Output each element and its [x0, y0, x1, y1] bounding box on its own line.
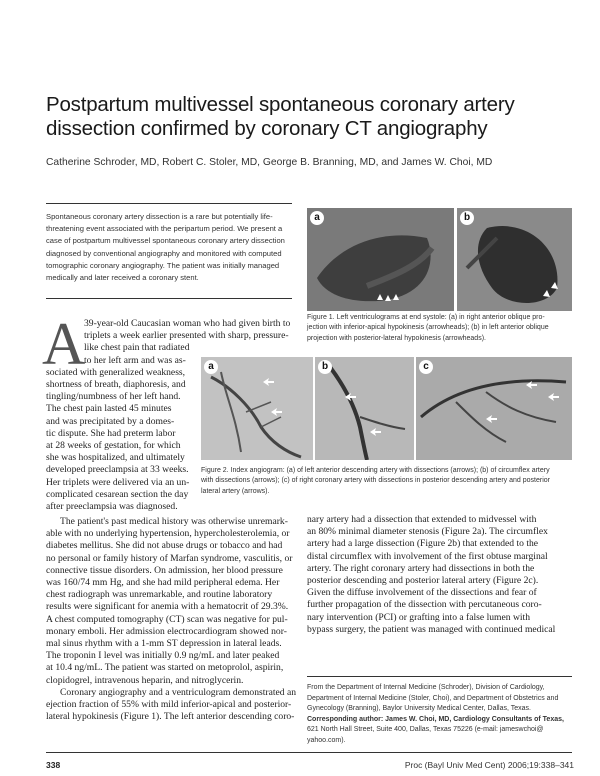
body-line: nary artery had a dissection that extended to midvessel with — [307, 514, 537, 525]
body-line: no personal or family history of Marfan syndrome, vasculitis, or — [46, 552, 293, 564]
body-line: mal sinus rhythm with a 1-mm ST depression in lateral leads. — [46, 638, 282, 650]
footnote-line: 621 North Hall Street, Suite 400, Dallas, Texas 75226 (e-mail: jameswchoi@ — [307, 726, 544, 733]
footnote-line: Gynecology (Branning), Baylor University Medical Center, Dallas, Texas. — [307, 705, 531, 712]
body-line: The chest pain lasted 45 minutes — [46, 403, 172, 415]
figure1-caption — [307, 313, 577, 344]
body-line: chest radiograph was unremarkable, and routine laboratory — [46, 589, 273, 601]
caption-line: lateral artery (arrows). — [201, 487, 270, 495]
body-line: diabetes mellitus. She did not abuse drugs or tobacco and had — [46, 540, 283, 552]
body-line: tingling/numbness of her left hand. — [46, 391, 181, 403]
angiogram-rca-image — [416, 357, 572, 460]
abstract-line: threatening event associated with the peripartum period. We present a — [46, 224, 283, 234]
body-line: The troponin I level was initially 0.9 ng/mL and later peaked — [46, 650, 280, 662]
figure2-label-c: c — [419, 360, 433, 374]
body-line: artery. The right coronary artery had dissections in both the — [307, 562, 535, 574]
body-line: and was precipitated by a domes- — [46, 415, 175, 427]
body-line: an 80% minimal diameter stenosis (Figure 2a). The circumflex — [307, 526, 548, 538]
figure2-panel-c — [416, 357, 572, 460]
body-line: Given the diffuse involvement of the dissections and fear of — [307, 587, 537, 599]
abstract-top-rule — [46, 203, 292, 204]
page-number: 338 — [46, 760, 61, 770]
body-line: bypass surgery, the patient was managed with continued medical — [307, 623, 556, 635]
body-line: sociated with generalized weakness, — [46, 366, 186, 378]
footnote — [307, 683, 572, 746]
caption-line: Figure 2. Index angiogram: (a) of left anterior descending artery with dissections (arrows); (b) of circumflex artery — [201, 467, 550, 474]
body-line: distal circumflex with involvement of the first obtuse marginal — [307, 550, 548, 562]
body-line: she was hospitalized, and ultimately — [46, 452, 185, 464]
abstract-line: medically and later received a coronary stent. — [46, 273, 199, 283]
body-line: to her left arm and was as- — [84, 354, 186, 366]
ventriculogram-rao-image — [307, 208, 454, 311]
body-line: Coronary angiography and a ventriculogram demonstrated an — [60, 686, 297, 698]
right-column-text — [307, 514, 575, 636]
caption-line: with dissections (arrows); (c) of right coronary artery with dissections in posterior descending artery and posterior — [201, 477, 550, 485]
body-line: A chest computed tomography (CT) scan was negative for pul- — [46, 613, 288, 625]
figure1-panel-b — [457, 208, 572, 311]
figure2-label-b: b — [318, 360, 332, 374]
figure2-label-a: a — [204, 360, 218, 374]
abstract-line: Spontaneous coronary artery dissection is a rare but potentially life- — [46, 212, 273, 221]
abstract-line: tomographic coronary angiography. The patient was initially managed — [46, 260, 280, 270]
body-line: posterior descending and posterior lateral artery (Figure 2c). — [307, 575, 539, 587]
body-line: like chest pain that radiated — [84, 342, 190, 354]
abstract-bottom-rule — [46, 298, 292, 299]
angiogram-circumflex-image — [315, 357, 414, 460]
body-line: connective tissue disorders. On admission, her blood pressure — [46, 564, 283, 576]
caption-line: projection with posterior-lateral hypokinesis (arrowheads). — [307, 334, 486, 342]
footer-rule — [46, 752, 572, 753]
body-line: able with no underlying hypertension, hypercholesterolemia, or — [46, 528, 290, 540]
title-line-1: Postpartum multivessel spontaneous coronary artery — [46, 93, 515, 116]
body-line: shortness of breath, diaphoresis, and — [46, 379, 186, 391]
body-line: after preeclampsia was diagnosed. — [46, 501, 178, 513]
body-line: monary emboli. Her admission electrocardiogram showed nor- — [46, 625, 287, 637]
abstract-line: case of postpartum multivessel spontaneous coronary artery dissection — [46, 236, 285, 246]
footnote-line: Department of Internal Medicine (Stoler, Choi), and Department of Obstetrics and — [307, 694, 559, 702]
body-line: Her triplets were delivered via an un- — [46, 476, 190, 488]
body-line: ejection fraction of 55% with mild inferior-apical and posterior- — [46, 699, 292, 711]
footnote-line: yahoo.com). — [307, 736, 346, 744]
figure1-label-b: b — [460, 211, 474, 225]
body-line: nary intervention (PCI) or grafting into a false lumen with — [307, 611, 530, 623]
article-title — [46, 93, 566, 141]
intro-paragraph — [46, 318, 296, 513]
body-line: lateral hypokinesis (Figure 1). The left anterior descending coro- — [46, 711, 295, 723]
body-line: complicated cesarean section the day — [46, 488, 189, 500]
body-line: was 160/74 mm Hg, and she had mild peripheral edema. Her — [46, 577, 280, 589]
body-line: tic dispute. She had preterm labor — [46, 427, 176, 439]
body-line: further propagation of the dissection with percutaneous coro- — [307, 599, 542, 611]
drop-cap: A — [42, 311, 86, 377]
figure1-label-a: a — [310, 211, 324, 225]
body-line: artery had a large dissection (Figure 2b) that extended to the — [307, 538, 539, 550]
abstract — [46, 211, 292, 284]
caption-line: Figure 1. Left ventriculograms at end systole: (a) in right anterior oblique pro- — [307, 314, 545, 321]
body-line: The patient's past medical history was otherwise unremark- — [60, 516, 288, 527]
left-column-text — [46, 516, 296, 723]
body-line: results were significant for anemia with a hematocrit of 29.3%. — [46, 601, 289, 613]
title-line-2: dissection confirmed by coronary CT angiography — [46, 117, 488, 140]
ventriculogram-lao-image — [457, 208, 572, 311]
footnote-line: Corresponding author: James W. Choi, MD, Cardiology Consultants of Texas, — [307, 715, 564, 723]
body-line: at 10.4 ng/mL. The patient was started on metoprolol, aspirin, — [46, 662, 284, 674]
footnote-rule — [307, 676, 572, 677]
body-line: clopidogrel, intravenous heparin, and nitroglycerin. — [46, 674, 244, 686]
body-line: 39-year-old Caucasian woman who had given birth to — [84, 318, 291, 329]
caption-line: jection with inferior-apical hypokinesis (arrowheads); (b) in left anterior oblique — [307, 324, 549, 332]
author-list: Catherine Schroder, MD, Robert C. Stoler, MD, George B. Branning, MD, and James W. Choi, MD — [46, 157, 493, 168]
footnote-line: From the Department of Internal Medicine (Schroder), Division of Cardiology, — [307, 684, 545, 691]
figure1-panel-a — [307, 208, 454, 311]
figure2-panel-b — [315, 357, 414, 460]
journal-citation: Proc (Bayl Univ Med Cent) 2006;19:338–341 — [404, 760, 574, 770]
body-line: developed preeclampsia at 33 weeks. — [46, 464, 189, 476]
body-line: triplets a week earlier presented with sharp, pressure- — [84, 330, 289, 342]
abstract-line: diagnosed by conventional angiography and monitored with computed — [46, 248, 282, 258]
body-line: at 28 weeks of gestation, for which — [46, 440, 181, 452]
